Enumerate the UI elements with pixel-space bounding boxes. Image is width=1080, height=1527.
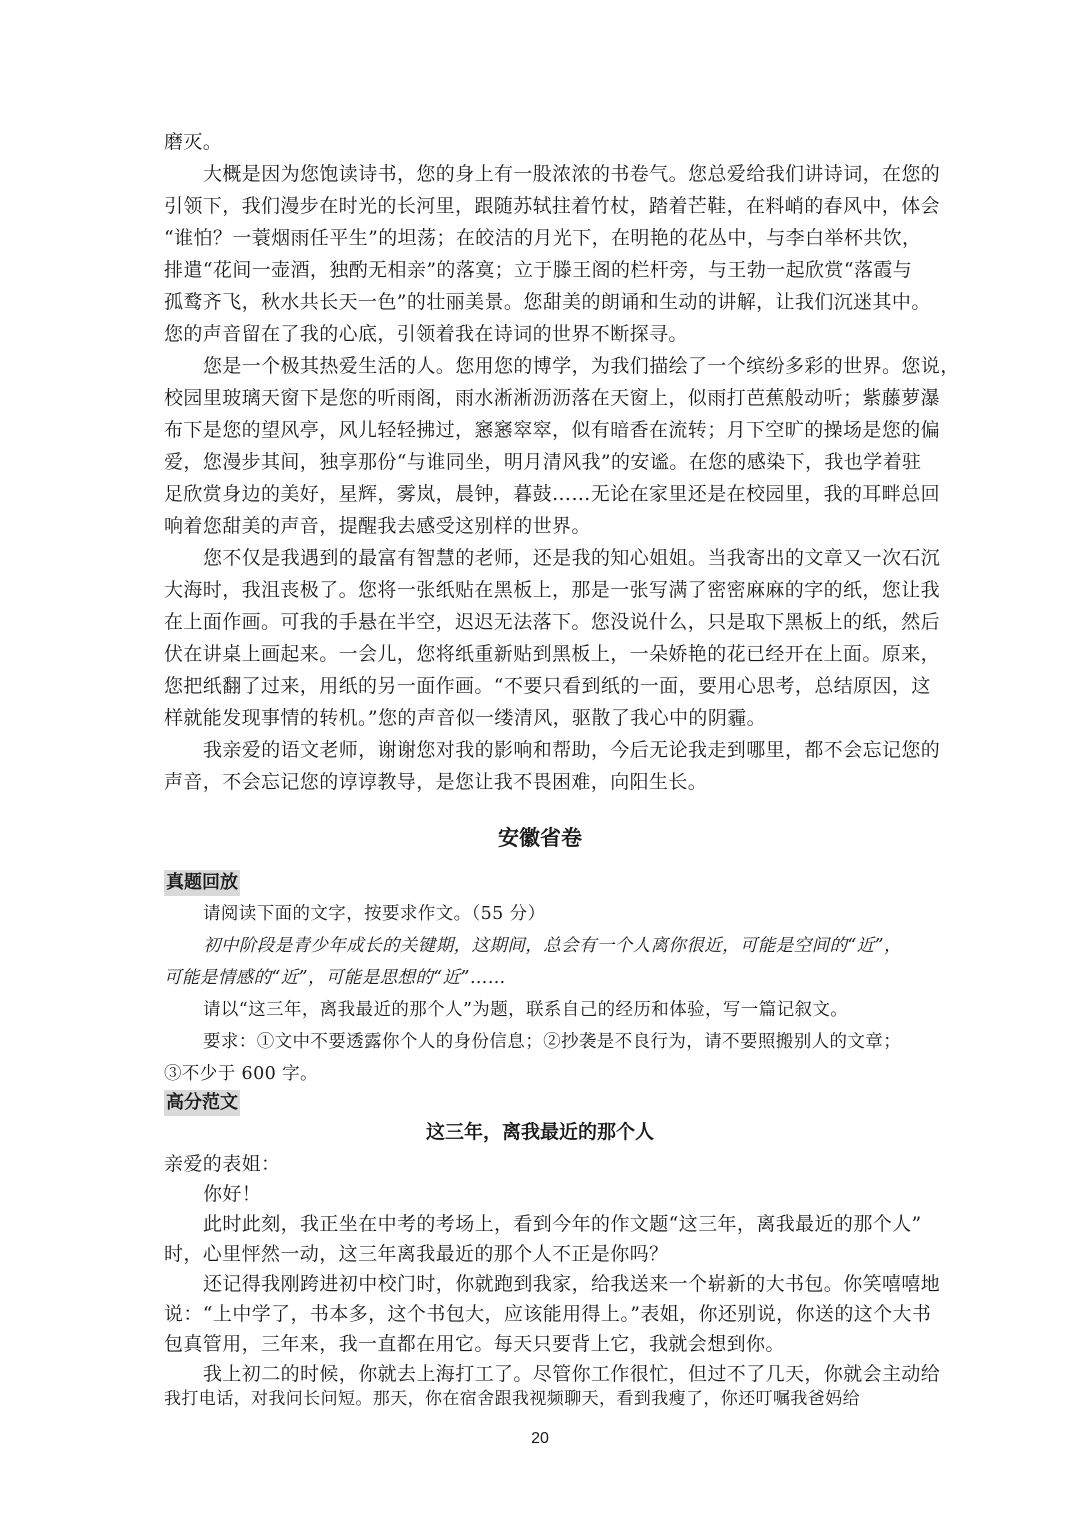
paragraph-line: 我亲爱的语文老师，谢谢您对我的影响和帮助，今后无论我走到哪里，都不会忘记您的 — [203, 739, 941, 761]
question-line: 请阅读下面的文字，按要求作文。（55 分） — [203, 904, 546, 924]
paragraph-line: 大海时，我沮丧极了。您将一张纸贴在黑板上，那是一张写满了密密麻麻的字的纸，您让我 — [164, 579, 941, 601]
paragraph-line: 布下是您的望风亭，风儿轻轻拂过，窸窸窣窣，似有暗香在流转；月下空旷的操场是您的偏 — [164, 419, 941, 441]
paragraph-line: 足欣赏身边的美好，星辉，雾岚，晨钟，暮鼓……无论在家里还是在校园里，我的耳畔总回 — [164, 483, 941, 505]
section-title: 安徽省卷 — [498, 826, 582, 850]
essay-line: 我上初二的时候，你就去上海打工了。尽管你工作很忙，但过不了几天，你就会主动给 — [203, 1363, 941, 1385]
question-line: 要求：①文中不要透露你个人的身份信息；②抄袭是不良行为，请不要照搬别人的文章； — [203, 1032, 902, 1052]
essay-line: 亲爱的表姐： — [164, 1153, 281, 1175]
paragraph-line: 排遣“花间一壶酒，独酌无相亲”的落寞；立于滕王阁的栏杆旁，与王勃一起欣赏“落霞与 — [164, 259, 913, 281]
essay-title: 这三年，离我最近的那个人 — [425, 1121, 654, 1143]
paragraph-line: 您是一个极其热爱生活的人。您用您的博学，为我们描绘了一个缤纷多彩的世界。您说， — [203, 355, 960, 377]
paragraph-line: 您的声音留在了我的心底，引领着我在诗词的世界不断探寻。 — [164, 323, 688, 345]
paragraph-line: 声音，不会忘记您的谆谆教导，是您让我不畏困难，向阳生长。 — [164, 771, 708, 793]
paragraph-line: 您把纸翻了过来，用纸的另一面作画。“不要只看到纸的一面，要用心思考，总结原因，这 — [164, 675, 931, 697]
essay-line: 我打电话，对我问长问短。那天，你在宿舍跟我视频聊天，看到我瘦了，你还叮嘱我爸妈给 — [164, 1389, 860, 1409]
paragraph-line: 引领下，我们漫步在时光的长河里，跟随苏轼拄着竹杖，踏着芒鞋，在料峭的春风中，体会 — [164, 195, 941, 217]
paragraph-line: “谁怕？一蓑烟雨任平生”的坦荡；在皎洁的月光下，在明艳的花丛中，与李白举杯共饮， — [164, 227, 922, 249]
essay-line: 时，心里怦然一动，这三年离我最近的那个人不正是你吗？ — [164, 1243, 669, 1265]
paragraph-line: 在上面作画。可我的手悬在半空，迟迟无法落下。您没说什么，只是取下黑板上的纸，然后 — [164, 611, 941, 633]
question-line: 请以“这三年，离我最近的那个人”为题，联系自己的经历和体验，写一篇记叙文。 — [203, 1000, 849, 1020]
paragraph-line: 孤鹜齐飞，秋水共长天一色”的壮丽美景。您甜美的朗诵和生动的讲解，让我们沉迷其中。 — [164, 291, 931, 313]
paragraph-line: 响着您甜美的声音，提醒我去感受这别样的世界。 — [164, 515, 591, 537]
real-question-tag: 真题回放 — [164, 870, 240, 896]
paragraph-line: 样就能发现事情的转机。”您的声音似一缕清风，驱散了我心中的阴霾。 — [164, 707, 767, 729]
paragraph-line: 大概是因为您饱读诗书，您的身上有一股浓浓的书卷气。您总爱给我们讲诗词，在您的 — [203, 163, 941, 185]
page-number: 20 — [531, 1430, 549, 1447]
essay-line: 包真管用，三年来，我一直都在用它。每天只要背上它，我就会想到你。 — [164, 1333, 785, 1355]
question-line: 可能是情感的“近”，可能是思想的“近”…… — [164, 968, 506, 988]
paragraph-line: 伏在讲桌上画起来。一会儿，您将纸重新贴到黑板上，一朵娇艳的花已经开在上面。原来， — [164, 643, 941, 665]
paragraph-line: 您不仅是我遇到的最富有智慧的老师，还是我的知心姐姐。当我寄出的文章又一次石沉 — [203, 547, 941, 569]
essay-line: 此时此刻，我正坐在中考的考场上，看到今年的作文题“这三年，离我最近的那个人” — [203, 1213, 922, 1235]
paragraph-line: 爱，您漫步其间，独享那份“与谁同坐，明月清风我”的安谧。在您的感染下，我也学着驻 — [164, 451, 922, 473]
paragraph-line: 磨灭。 — [164, 131, 223, 153]
essay-line: 说：“上中学了，书本多，这个书包大，应该能用得上。”表姐，你还别说，你送的这个大书 — [164, 1303, 932, 1325]
question-line: ③不少于 600 字。 — [164, 1064, 318, 1084]
question-line: 初中阶段是青少年成长的关键期，这期间，总会有一个人离你很近，可能是空间的“近”， — [203, 936, 902, 956]
model-essay-tag: 高分范文 — [164, 1090, 240, 1116]
essay-line: 你好！ — [203, 1183, 262, 1205]
paragraph-line: 校园里玻璃天窗下是您的听雨阁，雨水淅淅沥沥落在天窗上，似雨打芭蕉般动听；紫藤萝瀑 — [164, 387, 941, 409]
essay-line: 还记得我刚跨进初中校门时，你就跑到我家，给我送来一个崭新的大书包。你笑嘻嘻地 — [203, 1273, 941, 1295]
